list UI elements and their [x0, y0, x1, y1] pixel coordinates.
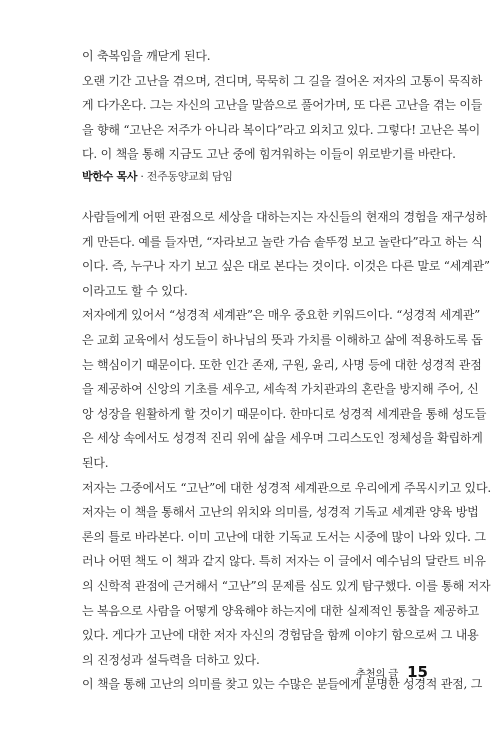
text-line: 앙 성장을 원활하게 할 것이기 때문이다. 한마디로 성경적 세계관을 통해 성도들: [82, 406, 487, 421]
text-line: 는 복음으로 사람을 어떻게 양육해야 하는지에 대한 실제적인 통찰을 제공하고: [82, 603, 480, 618]
attribution-separator: ·: [140, 170, 144, 183]
text-line: 저자는 그중에서도 “고난”에 대한 성경적 세계관으로 우리에게 주목시키고 있다.: [82, 480, 491, 495]
endorser-role: 전주동양교회 담임: [146, 170, 233, 183]
text-line: 다. 이 책을 통해 지금도 고난 중에 힘겨워하는 이들이 위로받기를 바란다.: [82, 147, 456, 162]
text-line: 있다. 게다가 고난에 대한 저자 자신의 경험담을 함께 이야기 함으로써 그 내용: [82, 628, 479, 643]
text-line: 된다.: [82, 455, 109, 470]
text-line: 사람들에게 어떤 관점으로 세상을 대하는지는 자신들의 현재의 경험을 재구성하: [82, 210, 487, 224]
text-line: 은 세상 속에서도 성경적 진리 위에 삶을 세우며 그리스도인 정체성을 확립하게: [82, 431, 483, 446]
page-footer: [356, 663, 428, 681]
text-line: 게 만든다. 예를 들자면, “자라보고 놀란 가슴 솥뚜껑 보고 놀란다”라고 하는 식: [82, 234, 483, 249]
text-line: 론의 틀로 바라본다. 이미 고난에 대한 기독교 도서는 시중에 많이 나와 있다. 그: [82, 529, 486, 544]
text-line: 저자는 이 책을 통해서 고난의 위치와 의미를, 성경적 기독교 세계관 양육 방법: [82, 505, 479, 520]
endorsement-attribution: [82, 168, 233, 184]
text-line: 저자에게 있어서 “성경적 세계관”은 매우 중요한 키워드이다. “성경적 세계관”: [82, 308, 481, 323]
text-line: 이 축복임을 깨닫게 된다.: [82, 49, 211, 63]
text-line: 게 다가온다. 그는 자신의 고난을 말씀으로 풀어가며, 또 다른 고난을 겪는 이들: [82, 98, 483, 113]
text-line: 을 향해 “고난은 저주가 아니라 복이다”라고 외치고 있다. 그렇다! 고난은 복이: [82, 122, 481, 137]
text-line: 의 신학적 관점에 근거해서 “고난”의 문제를 심도 있게 탐구했다. 이를 통해 저자: [82, 578, 491, 593]
text-line: 은 교회 교육에서 성도들이 하나님의 뜻과 가치를 이해하고 삶에 적용하도록 돕: [82, 332, 483, 347]
page-number: 15: [407, 663, 428, 681]
paragraph-block-main: [82, 205, 491, 697]
text-line: 의 진정성과 설득력을 더하고 있다.: [82, 652, 260, 667]
running-footer-section: 추천의 글: [355, 668, 399, 680]
endorser-name: 박한수 목사: [82, 170, 138, 183]
text-line: 이 책을 통해 고난의 의미를 찾고 있는 수많은 분들에게 분명한 성경적 관점, 그: [82, 677, 483, 692]
paragraph-block-top: [82, 44, 483, 167]
text-line: 는 핵심이기 때문이다. 또한 인간 존재, 구원, 윤리, 사명 등에 대한 성경적 관점: [82, 357, 482, 372]
text-line: 이다. 즉, 누구나 자기 보고 싶은 대로 본다는 것이다. 이것은 다른 말로 “세계관”: [82, 259, 490, 274]
text-line: 오랜 기간 고난을 겪으며, 견디며, 묵묵히 그 길을 걸어온 저자의 고통이 묵직하: [82, 73, 483, 88]
text-line: 이라고도 할 수 있다.: [82, 283, 188, 298]
text-line: 을 제공하여 신앙의 기초를 세우고, 세속적 가치관과의 혼란을 방지해 주어, 신: [82, 382, 479, 397]
text-line: 러나 어떤 책도 이 책과 같지 않다. 특히 저자는 이 글에서 예수님의 달란트 비유: [82, 554, 486, 569]
